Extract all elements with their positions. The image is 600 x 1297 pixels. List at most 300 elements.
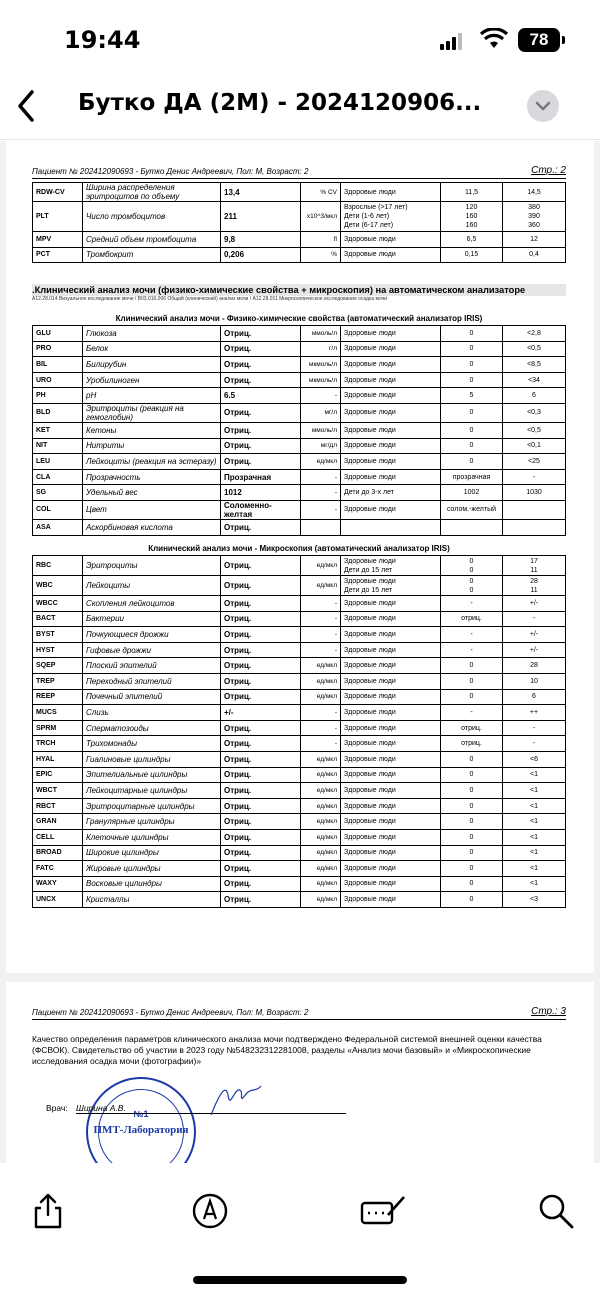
test-value: 6.5 (221, 388, 301, 404)
test-value: 1012 (221, 485, 301, 501)
test-value: 9,8 (221, 232, 301, 248)
reference-min: 6,5 (441, 232, 503, 248)
test-code: MUCS (33, 705, 83, 721)
test-unit: ед/мкл (301, 861, 341, 877)
test-unit: - (301, 642, 341, 658)
table-row (33, 767, 566, 783)
test-unit: г/л (301, 341, 341, 357)
test-unit: ед/мкл (301, 689, 341, 705)
reference-max: 12 (503, 232, 566, 248)
test-name: Эритроциты (реакция на гемоглобин) (83, 403, 221, 422)
test-name: Удельный вес (83, 485, 221, 501)
table-row (33, 469, 566, 485)
test-value: Отриц. (221, 519, 301, 535)
reference-max: <1 (503, 876, 566, 892)
test-code: BIL (33, 357, 83, 373)
reference-group: Здоровые люди (341, 341, 441, 357)
test-unit: ед/мкл (301, 576, 341, 596)
test-value: 13,4 (221, 183, 301, 202)
blood-results-table (32, 182, 566, 263)
patient-info: Пациент № 202412090693 - Бутко Денис Андреевич, Пол: М, Возраст: 2 (32, 167, 309, 176)
test-unit: ед/мкл (301, 798, 341, 814)
test-code: WBCT (33, 783, 83, 799)
reference-group: Здоровые люди (341, 658, 441, 674)
reference-min: 0 (441, 422, 503, 438)
page-header (32, 1008, 566, 1020)
test-value: Отриц. (221, 438, 301, 454)
reference-min: 0 (441, 845, 503, 861)
test-name: Глюкоза (83, 326, 221, 342)
chevron-down-icon (527, 90, 559, 122)
test-unit: ед/мкл (301, 751, 341, 767)
test-name: Прозрачность (83, 469, 221, 485)
table-row (33, 845, 566, 861)
test-name: Белок (83, 341, 221, 357)
table-row (33, 658, 566, 674)
reference-group: Здоровые люди (341, 829, 441, 845)
test-value: Отриц. (221, 689, 301, 705)
test-name: Цвет (83, 500, 221, 519)
reference-min: 0,15 (441, 247, 503, 263)
reference-max: 28 (503, 658, 566, 674)
reference-group: Здоровые люди (341, 751, 441, 767)
test-code: RBC (33, 556, 83, 576)
reference-min: 0 (441, 438, 503, 454)
reference-min: 0 (441, 892, 503, 908)
test-name: Плоский эпителий (83, 658, 221, 674)
test-value: Отриц. (221, 798, 301, 814)
reference-group: Здоровые люди (341, 183, 441, 202)
reference-max: <0,5 (503, 341, 566, 357)
test-code: WBC (33, 576, 83, 596)
reference-min: 0 (441, 673, 503, 689)
table-row (33, 519, 566, 535)
test-value: Отриц. (221, 596, 301, 612)
test-code: WBCC (33, 596, 83, 612)
test-unit: ед/мкл (301, 876, 341, 892)
share-icon[interactable] (28, 1191, 68, 1231)
table-row (33, 500, 566, 519)
reference-group: Здоровые люди (341, 500, 441, 519)
reference-group: Здоровые люди (341, 422, 441, 438)
test-value: Отриц. (221, 861, 301, 877)
stamp-number: №1 (133, 1109, 149, 1119)
reference-max: +/- (503, 642, 566, 658)
test-code: EPIC (33, 767, 83, 783)
table-row (33, 596, 566, 612)
test-name: Гиалиновые цилиндры (83, 751, 221, 767)
test-name: Тромбокрит (83, 247, 221, 263)
test-code: TRCH (33, 736, 83, 752)
test-name: Почкующиеся дрожжи (83, 627, 221, 643)
test-code: FATC (33, 861, 83, 877)
certification-text: Качество определения параметров клинического анализа мочи подтверждено Федеральной системой внешней оценки качества (ФСВОК). Свидетельство об участии в 2023 году №548232312281008, разделы «Анализ мочи базовый» и «Микроскопические исследования осадка мочи (фотографии)» (32, 1034, 542, 1066)
test-value: +/- (221, 705, 301, 721)
test-value: Отриц. (221, 372, 301, 388)
reference-min: 0 (441, 798, 503, 814)
reference-group (341, 519, 441, 535)
test-value: Отриц. (221, 454, 301, 470)
reference-max: <8,5 (503, 357, 566, 373)
patient-info: Пациент № 202412090693 - Бутко Денис Андреевич, Пол: М, Возраст: 2 (32, 1008, 309, 1017)
reference-max: +/- (503, 627, 566, 643)
test-unit: x10^3/мкл (301, 202, 341, 232)
test-value: Отриц. (221, 556, 301, 576)
pdf-page-3 (6, 982, 594, 1182)
reference-min: 0 (441, 454, 503, 470)
reference-max: <1 (503, 861, 566, 877)
table-row (33, 751, 566, 767)
table-row (33, 783, 566, 799)
test-code: MPV (33, 232, 83, 248)
test-code: SQEP (33, 658, 83, 674)
reference-min: 1002 (441, 485, 503, 501)
table-row (33, 556, 566, 576)
reference-group: Здоровые люди (341, 767, 441, 783)
test-code: LEU (33, 454, 83, 470)
test-unit: мкмоль/л (301, 357, 341, 373)
reference-min: 11,5 (441, 183, 503, 202)
reference-max: - (503, 736, 566, 752)
reference-max: <1 (503, 798, 566, 814)
reference-min: 0 (441, 357, 503, 373)
test-value: Отриц. (221, 627, 301, 643)
test-unit: ед/мкл (301, 673, 341, 689)
test-value: Отриц. (221, 814, 301, 830)
test-name: Жировые цилиндры (83, 861, 221, 877)
test-unit: % (301, 247, 341, 263)
reference-group: Здоровые люди (341, 736, 441, 752)
test-name: Гифовые дрожжи (83, 642, 221, 658)
reference-min: - (441, 642, 503, 658)
document-title[interactable]: Бутко ДА (2М) - 2024120906... (78, 90, 482, 116)
test-name: Сперматозоиды (83, 720, 221, 736)
test-code: CELL (33, 829, 83, 845)
reference-group: Здоровые люди (341, 403, 441, 422)
title-menu-button[interactable] (527, 90, 559, 122)
test-code: HYAL (33, 751, 83, 767)
reference-max: 6 (503, 388, 566, 404)
test-unit: ед/мкл (301, 658, 341, 674)
reference-max: <1 (503, 845, 566, 861)
test-value: Отриц. (221, 845, 301, 861)
test-unit: ед/мкл (301, 845, 341, 861)
reference-group: Здоровые люди (341, 876, 441, 892)
test-name: Широкие цилиндры (83, 845, 221, 861)
urine-analysis-title: .Клинический анализ мочи (физико-химические свойства + микроскопия) на автоматическом анализаторе (32, 284, 566, 296)
table-row (33, 892, 566, 908)
nav-bar (0, 72, 600, 140)
test-value: Отриц. (221, 720, 301, 736)
test-code: WAXY (33, 876, 83, 892)
reference-max: <6 (503, 751, 566, 767)
test-code: BACT (33, 611, 83, 627)
reference-min: - (441, 596, 503, 612)
table-row (33, 705, 566, 721)
reference-min: 0 (441, 814, 503, 830)
test-value: Отриц. (221, 341, 301, 357)
test-unit: - (301, 705, 341, 721)
table-row (33, 183, 566, 202)
table-row (33, 454, 566, 470)
status-bar (0, 0, 600, 72)
page-number: Стр.: 3 (531, 1006, 566, 1017)
test-name: Средний объем тромбоцита (83, 232, 221, 248)
test-unit: мкмоль/л (301, 372, 341, 388)
search-icon[interactable] (536, 1191, 576, 1231)
reference-max: <1 (503, 814, 566, 830)
test-code: KET (33, 422, 83, 438)
reference-max: <25 (503, 454, 566, 470)
test-code: HYST (33, 642, 83, 658)
reference-group: Дети до 3-х лет (341, 485, 441, 501)
test-code: BROAD (33, 845, 83, 861)
test-code: REEP (33, 689, 83, 705)
test-unit: ед/мкл (301, 454, 341, 470)
reference-min: 0 (441, 326, 503, 342)
reference-max: - (503, 469, 566, 485)
test-unit: - (301, 500, 341, 519)
test-name: Аскорбиновая кислота (83, 519, 221, 535)
test-code: NIT (33, 438, 83, 454)
test-value: 0,206 (221, 247, 301, 263)
reference-max: <3 (503, 892, 566, 908)
test-code: URO (33, 372, 83, 388)
page-number: Стр.: 2 (531, 165, 566, 176)
home-indicator[interactable] (193, 1276, 407, 1284)
reference-group: Здоровые люди (341, 388, 441, 404)
test-value: Соломенно-желтая (221, 500, 301, 519)
reference-max (503, 500, 566, 519)
test-unit: ед/мкл (301, 783, 341, 799)
table-row (33, 611, 566, 627)
test-value: Отриц. (221, 642, 301, 658)
reference-max: <1 (503, 767, 566, 783)
page-header (32, 167, 566, 179)
test-value: Отриц. (221, 576, 301, 596)
test-name: Кристаллы (83, 892, 221, 908)
test-name: Уробилиноген (83, 372, 221, 388)
signature-scribble (206, 1080, 266, 1120)
reference-group: Здоровые люди (341, 861, 441, 877)
reference-min: 0 (441, 876, 503, 892)
test-value: Отриц. (221, 876, 301, 892)
test-unit: ед/мкл (301, 892, 341, 908)
test-code: GLU (33, 326, 83, 342)
reference-max: <0,1 (503, 438, 566, 454)
table-row (33, 422, 566, 438)
table-row (33, 829, 566, 845)
test-value: Отриц. (221, 751, 301, 767)
test-name: Эпителиальные цилиндры (83, 767, 221, 783)
table-row (33, 326, 566, 342)
test-name: Ширина распределения эритроцитов по объему (83, 183, 221, 202)
doctor-name: Ширина А.В. (76, 1103, 346, 1114)
reference-group: Здоровые люди (341, 892, 441, 908)
reference-min: 0 (441, 829, 503, 845)
test-value: Отриц. (221, 403, 301, 422)
reference-group: Здоровые люди (341, 372, 441, 388)
markup-icon[interactable] (190, 1191, 230, 1231)
reference-group: Здоровые люди (341, 783, 441, 799)
reference-min: 0 (441, 372, 503, 388)
test-value: Отриц. (221, 357, 301, 373)
reference-group: Здоровые люди (341, 469, 441, 485)
reference-min: - (441, 627, 503, 643)
test-value: Отриц. (221, 783, 301, 799)
reference-group: Здоровые люди (341, 705, 441, 721)
reference-max (503, 519, 566, 535)
test-unit: - (301, 485, 341, 501)
test-unit: - (301, 596, 341, 612)
test-unit: fl (301, 232, 341, 248)
test-name: Кетоны (83, 422, 221, 438)
reference-min: 0 0 (441, 556, 503, 576)
test-name: Трихомонады (83, 736, 221, 752)
service-codes: А12.28.014 Визуальное исследование мочи / В03.016.006 Общий (клинический) анализ мочи / А12.28.011 Микроскопическое исследование осадка мочи (32, 296, 388, 302)
test-unit: ед/мкл (301, 556, 341, 576)
reference-group: Здоровые люди (341, 689, 441, 705)
reference-min: 0 (441, 689, 503, 705)
reference-group: Здоровые люди (341, 627, 441, 643)
phys-results-table (32, 325, 566, 536)
reference-group: Здоровые люди (341, 357, 441, 373)
test-name: Восковые цилиндры (83, 876, 221, 892)
table-row (33, 372, 566, 388)
micro-section-title: Клинический анализ мочи - Микроскопия (автоматический анализатор IRIS) (148, 544, 450, 553)
back-chevron-icon[interactable] (12, 86, 42, 126)
phys-section-title: Клинический анализ мочи - Физико-химические свойства (автоматический анализатор IRIS) (115, 314, 483, 323)
test-code: BLD (33, 403, 83, 422)
reference-min: 0 (441, 341, 503, 357)
battery-indicator: 78 (518, 28, 560, 52)
reference-group: Здоровые люди (341, 596, 441, 612)
reference-group: Здоровые люди (341, 438, 441, 454)
reference-max: 380 390 360 (503, 202, 566, 232)
test-name: Число тромбоцитов (83, 202, 221, 232)
reference-group: Здоровые люди (341, 720, 441, 736)
reference-group: Здоровые люди (341, 798, 441, 814)
test-unit: - (301, 388, 341, 404)
reference-group: Здоровые люди (341, 845, 441, 861)
test-code: RBCT (33, 798, 83, 814)
reference-max: 28 11 (503, 576, 566, 596)
reference-max: <34 (503, 372, 566, 388)
test-name: Эритроцитарные цилиндры (83, 798, 221, 814)
reference-min: отриц. (441, 720, 503, 736)
table-row (33, 720, 566, 736)
reference-max: - (503, 611, 566, 627)
doctor-signature-line (46, 1103, 126, 1113)
reference-group: Здоровые люди (341, 232, 441, 248)
test-value: Отриц. (221, 736, 301, 752)
reference-min: прозрачная (441, 469, 503, 485)
reference-group: Здоровые люди (341, 454, 441, 470)
test-value: Отриц. (221, 658, 301, 674)
reference-min: - (441, 705, 503, 721)
reference-min: солом.-желтый (441, 500, 503, 519)
test-value: Отриц. (221, 829, 301, 845)
reference-max: <0,3 (503, 403, 566, 422)
pdf-page-2 (6, 141, 594, 973)
reference-group: Здоровые люди Дети до 15 лет (341, 556, 441, 576)
pdf-viewer[interactable] (0, 141, 600, 1163)
test-name: Клеточные цилиндры (83, 829, 221, 845)
table-row (33, 485, 566, 501)
reference-group: Здоровые люди (341, 247, 441, 263)
annotate-icon[interactable] (360, 1191, 408, 1231)
test-code: TREP (33, 673, 83, 689)
micro-results-table (32, 555, 566, 908)
table-row (33, 388, 566, 404)
status-time: 19:44 (64, 26, 141, 54)
test-code: BYST (33, 627, 83, 643)
test-code: PCT (33, 247, 83, 263)
test-name: Лейкоцитарные цилиндры (83, 783, 221, 799)
test-code: UNCX (33, 892, 83, 908)
test-code: ASA (33, 519, 83, 535)
reference-group: Здоровые люди (341, 814, 441, 830)
table-row (33, 876, 566, 892)
test-value: Отриц. (221, 767, 301, 783)
reference-max: <0,5 (503, 422, 566, 438)
reference-group: Здоровые люди Дети до 15 лет (341, 576, 441, 596)
test-name: Слизь (83, 705, 221, 721)
test-name: Лейкоциты (83, 576, 221, 596)
table-row (33, 232, 566, 248)
test-name: Бактерии (83, 611, 221, 627)
reference-max: 14,5 (503, 183, 566, 202)
test-unit: - (301, 720, 341, 736)
test-code: PLT (33, 202, 83, 232)
test-name: Гранулярные цилиндры (83, 814, 221, 830)
table-row (33, 357, 566, 373)
test-code: RDW-CV (33, 183, 83, 202)
table-row (33, 798, 566, 814)
stamp-lab-name: ПМТ-Лаборатория (93, 1124, 189, 1136)
table-row (33, 814, 566, 830)
test-code: PH (33, 388, 83, 404)
reference-max: 6 (503, 689, 566, 705)
table-row (33, 689, 566, 705)
reference-max: 1030 (503, 485, 566, 501)
test-code: COL (33, 500, 83, 519)
table-row (33, 642, 566, 658)
cellular-signal-icon (440, 32, 466, 50)
test-value: Отриц. (221, 673, 301, 689)
test-unit: ммоль/л (301, 422, 341, 438)
reference-group: Взрослые (>17 лет) Дети (1-6 лет) Дети (6-17 лет) (341, 202, 441, 232)
reference-min: отриц. (441, 736, 503, 752)
test-unit: ммоль/л (301, 326, 341, 342)
table-row (33, 861, 566, 877)
wifi-icon (480, 28, 508, 50)
reference-group: Здоровые люди (341, 642, 441, 658)
test-unit: - (301, 736, 341, 752)
test-name: Переходный эпителий (83, 673, 221, 689)
reference-max: <1 (503, 829, 566, 845)
test-unit: мг/дл (301, 438, 341, 454)
test-name: Эритроциты (83, 556, 221, 576)
reference-min: 0 (441, 767, 503, 783)
reference-min: 0 (441, 783, 503, 799)
reference-max: - (503, 720, 566, 736)
reference-max: +/- (503, 596, 566, 612)
test-unit: % CV (301, 183, 341, 202)
reference-min: 0 0 (441, 576, 503, 596)
doctor-label: Врач: (46, 1103, 68, 1113)
test-unit: мг/л (301, 403, 341, 422)
